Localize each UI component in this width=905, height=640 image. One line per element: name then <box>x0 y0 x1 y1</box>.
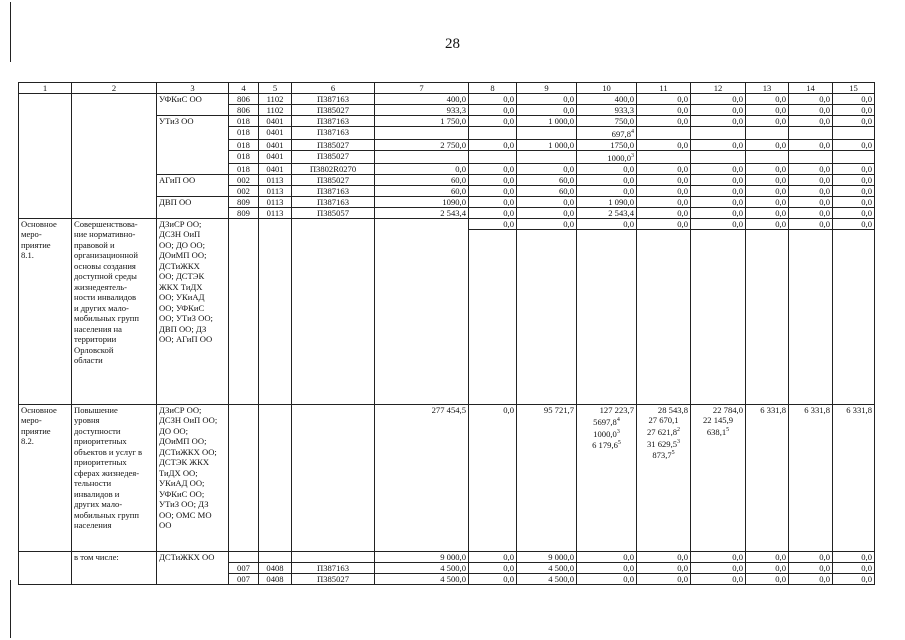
table-cell <box>691 150 746 163</box>
table-cell: 0,0 <box>517 196 577 207</box>
cell-value: 27 670,1 <box>648 414 679 425</box>
table-cell: 0,0 <box>469 116 517 127</box>
table-cell: 018 <box>229 127 259 140</box>
table-cell: 0,0 <box>746 562 789 573</box>
table-cell: 0,0 <box>577 562 637 573</box>
stacked-value <box>639 425 688 437</box>
table-cell: 0,0 <box>691 196 746 207</box>
table-cell: 002 <box>229 174 259 185</box>
stacked-value <box>693 415 743 425</box>
header-cell: 4 <box>229 83 259 94</box>
table-cell: 0,0 <box>789 196 833 207</box>
table-cell: 0,0 <box>637 174 691 185</box>
table-cell <box>292 551 375 562</box>
table-cell: 0,0 <box>517 105 577 116</box>
measure-executors: ДЗиСР ОО; ДСЗН ОиП ОО; ДО ОО; ДОиМП ОО; ДСТиЖКХ ОО; ДСТЭК ЖКХ ТиДХ ОО; УКиАД ОО; УФКиС ОО; УТиЗ ОО; ДВП ОО; ДЗ ОО; АГиП ОО <box>157 218 229 404</box>
table-cell: 1102 <box>259 94 292 105</box>
table-cell <box>469 127 517 140</box>
table-cell: 0113 <box>259 207 292 218</box>
stacked-values-cell <box>577 404 637 551</box>
table-cell: 0,0 <box>789 207 833 218</box>
table-cell: П387163 <box>292 196 375 207</box>
table-cell: 0,0 <box>637 185 691 196</box>
table-cell: 0,0 <box>691 562 746 573</box>
table-cell <box>577 150 637 163</box>
table-cell: П387163 <box>292 94 375 105</box>
table-cell: 0,0 <box>469 404 517 551</box>
table-cell: 0,0 <box>833 562 875 573</box>
table-cell: 0,0 <box>469 105 517 116</box>
including-label: в том числе: <box>72 551 157 584</box>
table-cell: 0,0 <box>833 105 875 116</box>
table-cell: 0,0 <box>517 207 577 218</box>
table-cell: 0,0 <box>746 207 789 218</box>
table-cell: 0,0 <box>637 196 691 207</box>
table-cell: 007 <box>229 573 259 584</box>
cell-value: 638,1 <box>706 426 727 437</box>
table-cell: 2 543,4 <box>577 207 637 218</box>
table-cell: 002 <box>229 185 259 196</box>
table-cell <box>789 229 833 404</box>
table-cell: 018 <box>229 116 259 127</box>
stacked-value <box>579 438 634 450</box>
table-cell: 0,0 <box>833 174 875 185</box>
table-cell: 6 331,8 <box>789 404 833 551</box>
header-cell: 8 <box>469 83 517 94</box>
table-cell: 018 <box>229 139 259 150</box>
measure-label: Основное меро- приятие 8.1. <box>19 218 72 404</box>
table-cell <box>789 150 833 163</box>
table-cell: 750,0 <box>577 116 637 127</box>
table-cell: 0,0 <box>637 218 691 229</box>
table-cell: 0113 <box>259 174 292 185</box>
table-cell: 0,0 <box>637 207 691 218</box>
table-cell: 0,0 <box>469 218 517 229</box>
table-cell <box>746 229 789 404</box>
table-cell: 0408 <box>259 573 292 584</box>
table-cell: 0,0 <box>789 185 833 196</box>
cell-value: 27 621,8 <box>646 426 678 437</box>
table-cell: П387163 <box>292 127 375 140</box>
table-cell: 0,0 <box>469 207 517 218</box>
table-cell <box>833 127 875 140</box>
table-cell: 60,0 <box>375 185 469 196</box>
table-cell <box>229 551 259 562</box>
table-cell: 0,0 <box>746 196 789 207</box>
table-cell <box>746 150 789 163</box>
table-cell: 60,0 <box>517 185 577 196</box>
table-cell: 0,0 <box>469 562 517 573</box>
cell-value: 1000,0 <box>593 428 617 439</box>
table-cell: 0,0 <box>789 163 833 174</box>
table-cell: 0,0 <box>637 139 691 150</box>
table-cell: 933,3 <box>577 105 637 116</box>
table-cell: 0,0 <box>691 185 746 196</box>
table-cell: 0,0 <box>746 174 789 185</box>
cell-value: 127 223,7 <box>599 404 634 415</box>
cell-value: 5697,8 <box>593 416 617 427</box>
table-cell: 0,0 <box>746 94 789 105</box>
table-cell: 400,0 <box>375 94 469 105</box>
table-cell: 4 500,0 <box>517 562 577 573</box>
table-cell: 0,0 <box>517 163 577 174</box>
cell-value: 22 784,0 <box>712 404 743 415</box>
table-cell: 0,0 <box>577 573 637 584</box>
table-row <box>19 94 875 105</box>
table-cell: 0,0 <box>789 551 833 562</box>
table-cell <box>229 218 259 404</box>
table-cell <box>517 150 577 163</box>
table-cell: 9 000,0 <box>375 551 469 562</box>
table-cell: 6 331,8 <box>746 404 789 551</box>
table-cell: 806 <box>229 105 259 116</box>
measure-executors: ДЗиСР ОО; ДСЗН ОиП ОО; ДО ОО; ДОиМП ОО; ДСТиЖКХ ОО; ДСТЭК ЖКХ ТиДХ ОО; УКиАД ОО; УФКиС ОО; УТиЗ ОО; ДЗ ОО; ОМС МО ОО <box>157 404 229 551</box>
table-cell: 0,0 <box>789 573 833 584</box>
header-cell: 11 <box>637 83 691 94</box>
stacked-value <box>693 425 743 437</box>
table-cell: 1750,0 <box>577 139 637 150</box>
table-cell: 0,0 <box>746 139 789 150</box>
table-cell <box>517 229 577 404</box>
table-cell: 4 500,0 <box>375 562 469 573</box>
header-cell: 7 <box>375 83 469 94</box>
table-cell: 0,0 <box>746 573 789 584</box>
table-cell <box>691 127 746 140</box>
table-cell: 809 <box>229 207 259 218</box>
table-cell: 60,0 <box>517 174 577 185</box>
table-cell: 0,0 <box>469 573 517 584</box>
cell-value: 31 629,5 <box>646 438 678 449</box>
stacked-value <box>639 415 688 425</box>
table-cell: 60,0 <box>375 174 469 185</box>
table-cell: 400,0 <box>577 94 637 105</box>
table-cell <box>691 229 746 404</box>
table-cell: 0,0 <box>577 185 637 196</box>
table-cell <box>746 127 789 140</box>
table-cell: 0,0 <box>833 116 875 127</box>
cell-value: 6 179,6 <box>592 440 618 451</box>
table-cell: 0,0 <box>577 163 637 174</box>
footnote-mark: 3 <box>616 428 620 435</box>
table-cell: 0,0 <box>691 218 746 229</box>
table-cell: 95 721,7 <box>517 404 577 551</box>
org-cell: АГиП ОО <box>157 174 229 196</box>
table-cell: 1102 <box>259 105 292 116</box>
table-cell: 0113 <box>259 185 292 196</box>
cell-value: 22 145,9 <box>702 414 734 425</box>
table-cell <box>375 218 469 404</box>
table-cell: 0,0 <box>746 551 789 562</box>
table-cell: 0,0 <box>691 139 746 150</box>
footnote-mark: 5 <box>726 426 730 433</box>
header-cell: 10 <box>577 83 637 94</box>
table-cell: 0,0 <box>746 185 789 196</box>
table-cell: 1 000,0 <box>517 139 577 150</box>
measure-8-2-row <box>19 404 875 551</box>
table-cell: 0401 <box>259 127 292 140</box>
stacked-value <box>639 437 688 449</box>
table-cell: 0,0 <box>691 573 746 584</box>
table-cell <box>833 229 875 404</box>
table-cell: 0,0 <box>833 573 875 584</box>
table-cell <box>577 229 637 404</box>
table-cell <box>637 150 691 163</box>
table-cell: 4 500,0 <box>375 573 469 584</box>
table-cell: П385027 <box>292 150 375 163</box>
header-cell: 15 <box>833 83 875 94</box>
table-cell: 0,0 <box>789 562 833 573</box>
table-cell: 277 454,5 <box>375 404 469 551</box>
table-cell: 0,0 <box>691 94 746 105</box>
measure-8-1-row <box>19 218 875 229</box>
table-cell <box>19 551 72 584</box>
table-cell: П385027 <box>292 105 375 116</box>
page-number: 28 <box>445 36 460 52</box>
table-cell: 0401 <box>259 116 292 127</box>
table-cell: 0,0 <box>577 174 637 185</box>
header-cell: 13 <box>746 83 789 94</box>
table-cell <box>259 404 292 551</box>
table-cell: П387163 <box>292 185 375 196</box>
org-cell: УФКиС ОО <box>157 94 229 116</box>
measure-description: Повышение уровня доступности приоритетных объектов и услуг в приоритетных сферах жизнедея- тельности инвалидов и других мало- мобильных групп населения <box>72 404 157 551</box>
table-cell: 1 750,0 <box>375 116 469 127</box>
org-cell: ДСТиЖКХ ОО <box>157 551 229 584</box>
cell-value: 873,7 <box>652 450 672 461</box>
org-cell: УТиЗ ОО <box>157 116 229 175</box>
stacked-value <box>639 405 688 415</box>
table-cell: 0,0 <box>691 116 746 127</box>
table-cell: 0,0 <box>469 163 517 174</box>
footnote-mark: 5 <box>617 440 621 447</box>
table-cell: П385027 <box>292 139 375 150</box>
table-cell: 0,0 <box>637 163 691 174</box>
table-cell: П3802R0270 <box>292 163 375 174</box>
table-cell: 933,3 <box>375 105 469 116</box>
stacked-value <box>579 405 634 415</box>
table-cell: 0,0 <box>691 207 746 218</box>
table-cell: 0,0 <box>637 562 691 573</box>
stacked-values-cell <box>691 404 746 551</box>
org-cell: ДВП ОО <box>157 196 229 218</box>
table-cell: 0,0 <box>637 105 691 116</box>
table-cell: 9 000,0 <box>517 551 577 562</box>
table-cell: 1090,0 <box>375 196 469 207</box>
table-cell: 0,0 <box>746 105 789 116</box>
table-cell <box>789 127 833 140</box>
table-cell: 0,0 <box>517 218 577 229</box>
measure-cell-empty <box>19 94 72 219</box>
table-cell: 0,0 <box>691 551 746 562</box>
footnote-mark: 4 <box>616 416 620 423</box>
table-cell: 0,0 <box>833 207 875 218</box>
table-cell: 0,0 <box>833 163 875 174</box>
table-cell <box>517 127 577 140</box>
table-cell: 0,0 <box>637 573 691 584</box>
table-cell: 0401 <box>259 139 292 150</box>
table-cell <box>375 127 469 140</box>
header-cell: 14 <box>789 83 833 94</box>
table-cell: 0,0 <box>469 94 517 105</box>
footnote-mark: 5 <box>671 450 675 457</box>
table-cell: П387163 <box>292 116 375 127</box>
table-cell: 0,0 <box>375 163 469 174</box>
header-cell: 5 <box>259 83 292 94</box>
table-cell: 6 331,8 <box>833 404 875 551</box>
table-cell: 0,0 <box>517 94 577 105</box>
stacked-values-cell <box>637 404 691 551</box>
table-cell <box>833 150 875 163</box>
table-cell: 0,0 <box>789 94 833 105</box>
table-cell <box>469 150 517 163</box>
table-cell: 0,0 <box>746 163 789 174</box>
table-cell <box>292 404 375 551</box>
table-cell <box>637 229 691 404</box>
table-cell <box>259 551 292 562</box>
stacked-value <box>693 405 743 415</box>
table-cell: 809 <box>229 196 259 207</box>
header-cell: 6 <box>292 83 375 94</box>
header-cell: 3 <box>157 83 229 94</box>
table-cell: 0,0 <box>789 116 833 127</box>
table-cell: 0,0 <box>789 139 833 150</box>
table-cell: 0408 <box>259 562 292 573</box>
table-cell <box>637 127 691 140</box>
budget-table <box>18 82 875 585</box>
header-cell: 2 <box>72 83 157 94</box>
table-cell <box>292 218 375 404</box>
page-edge-top <box>10 2 11 62</box>
table-cell: 0,0 <box>833 139 875 150</box>
table-cell: 0,0 <box>637 94 691 105</box>
table-cell: 0,0 <box>577 218 637 229</box>
header-row <box>19 83 875 94</box>
table-cell: 0,0 <box>746 218 789 229</box>
measure-description: Совершенствова- ние нормативно- правовой и организационной основы создания доступной среды жизнедеятель- ности инвалидов и других мало- мобильных групп населения на территории Орловской области <box>72 218 157 404</box>
measure-label: Основное меро- приятие 8.2. <box>19 404 72 551</box>
table-cell: 0,0 <box>789 105 833 116</box>
table-cell: 0,0 <box>577 551 637 562</box>
table-cell: 0,0 <box>469 196 517 207</box>
stacked-value <box>579 427 634 439</box>
table-cell: 806 <box>229 94 259 105</box>
table-cell: 0,0 <box>789 174 833 185</box>
table-cell: 0,0 <box>833 196 875 207</box>
header-cell: 9 <box>517 83 577 94</box>
cell-value: 28 543,8 <box>657 404 688 415</box>
table-cell: 018 <box>229 163 259 174</box>
table-cell: 4 500,0 <box>517 573 577 584</box>
table-cell: П385027 <box>292 573 375 584</box>
table-cell: 0,0 <box>637 551 691 562</box>
table-cell <box>577 127 637 140</box>
table-cell: 1 000,0 <box>517 116 577 127</box>
header-cell: 1 <box>19 83 72 94</box>
table-cell: 0,0 <box>691 174 746 185</box>
table-cell: 0401 <box>259 163 292 174</box>
table-cell: 0401 <box>259 150 292 163</box>
table-cell <box>259 218 292 404</box>
table-cell: 2 543,4 <box>375 207 469 218</box>
table-cell <box>469 229 517 404</box>
table-cell: 0,0 <box>469 174 517 185</box>
table-cell: 0,0 <box>833 94 875 105</box>
table-cell: 2 750,0 <box>375 139 469 150</box>
table-cell: П387163 <box>292 562 375 573</box>
table-cell: 0113 <box>259 196 292 207</box>
cell-value: 1000,0 <box>607 152 631 163</box>
stacked-value <box>579 415 634 427</box>
page-edge-bottom <box>10 580 11 638</box>
table-cell: 0,0 <box>833 185 875 196</box>
footnote-mark: 2 <box>677 426 681 433</box>
description-cell-empty <box>72 94 157 219</box>
table-cell: 007 <box>229 562 259 573</box>
table-cell: П385027 <box>292 174 375 185</box>
table-cell: 0,0 <box>691 163 746 174</box>
table-cell: 0,0 <box>637 116 691 127</box>
stacked-value <box>639 448 688 460</box>
table-cell <box>375 150 469 163</box>
table-cell: 0,0 <box>469 139 517 150</box>
table-cell: 0,0 <box>833 551 875 562</box>
table-cell: П385057 <box>292 207 375 218</box>
table-cell <box>229 404 259 551</box>
table-cell: 1 090,0 <box>577 196 637 207</box>
header-cell: 12 <box>691 83 746 94</box>
footnote-mark: 3 <box>677 438 681 445</box>
table-cell: 0,0 <box>789 218 833 229</box>
table-cell: 0,0 <box>691 105 746 116</box>
table-cell: 0,0 <box>469 551 517 562</box>
table-row <box>19 551 875 562</box>
footnote-mark: 3 <box>631 152 634 159</box>
footnote-mark: 4 <box>631 129 634 135</box>
cell-value: 697,8 <box>611 128 631 139</box>
table-cell: 0,0 <box>746 116 789 127</box>
table-cell: 0,0 <box>469 185 517 196</box>
table-cell: 018 <box>229 150 259 163</box>
table-cell: 0,0 <box>833 218 875 229</box>
